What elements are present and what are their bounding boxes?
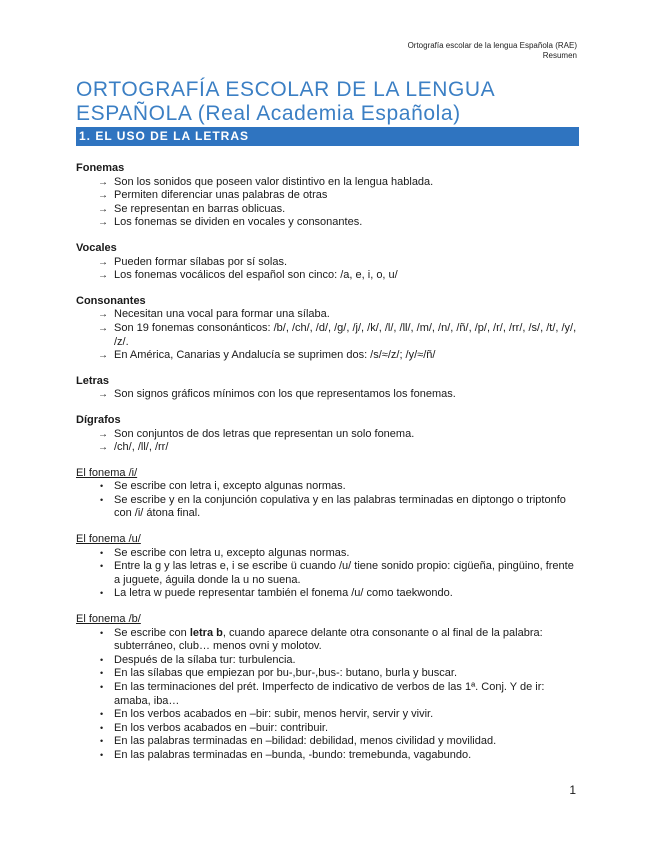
header-subtitle: Resumen	[542, 51, 577, 60]
list-item	[76, 349, 581, 363]
list-item-text: La letra w puede representar también el fonema /u/ como taekwondo.	[114, 587, 453, 600]
fonemas-block	[76, 162, 581, 230]
arrow-icon: →	[98, 389, 108, 401]
arrow-icon: →	[98, 270, 108, 282]
arrow-icon: →	[98, 256, 108, 268]
list-item	[76, 269, 581, 283]
list-item-text: Necesitan una vocal para formar una sílaba.	[114, 308, 330, 321]
bullet-icon: •	[100, 668, 104, 679]
arrow-icon: →	[98, 190, 108, 202]
bullet-icon: •	[100, 627, 104, 638]
page-header	[408, 41, 577, 61]
bullet-icon: •	[100, 588, 104, 599]
bullet-icon: •	[100, 682, 104, 692]
item-list	[76, 256, 581, 283]
list-item-text: Los fonemas vocálicos del español son cinco: /a, e, i, o, u/	[114, 269, 398, 282]
list-item	[76, 216, 581, 230]
block-heading: Dígrafos	[76, 413, 121, 426]
list-item	[76, 428, 581, 442]
document-body	[76, 162, 581, 775]
fonema-u-block	[76, 533, 581, 601]
list-item-bold-text: letra b	[189, 626, 223, 639]
list-item	[76, 560, 581, 587]
arrow-icon: →	[98, 176, 108, 188]
arrow-icon: →	[98, 309, 108, 321]
block-heading: El fonema /u/	[76, 533, 141, 546]
item-list	[76, 480, 581, 521]
list-item	[76, 388, 581, 402]
fonema-i-block	[76, 467, 581, 521]
bullet-icon: •	[100, 709, 104, 720]
bullet-icon: •	[100, 722, 104, 733]
header-doc-title: Ortografía escolar de la lengua Española (RAE)	[407, 41, 577, 50]
bullet-icon: •	[100, 736, 104, 747]
list-item	[76, 203, 581, 217]
list-item	[76, 256, 581, 270]
list-item	[76, 480, 581, 494]
arrow-icon: →	[98, 350, 108, 362]
block-heading: El fonema /i/	[76, 466, 138, 479]
list-item	[76, 547, 581, 561]
list-item-text: Son conjuntos de dos letras que representan un solo fonema.	[114, 427, 415, 440]
vocales-block	[76, 242, 581, 283]
arrow-icon: →	[98, 442, 108, 454]
list-item-text: Se escribe y en la conjunción copulativa y en las palabras terminadas en diptongo o triptonfo con /i/ átona final.	[114, 493, 566, 520]
list-item-text-pre: Se escribe con	[114, 626, 190, 639]
list-item-text: Son los sonidos que poseen valor distintivo en la lengua hablada.	[114, 175, 434, 188]
list-item-text: En las terminaciones del prét. Imperfecto de indicativo de verbos de las 1ª. Conj. Y de ir: amaba, iba…	[114, 681, 545, 707]
list-item-text: Se escribe con letra u, excepto algunas normas.	[114, 546, 350, 559]
arrow-icon: →	[98, 322, 108, 334]
bullet-icon: •	[100, 561, 104, 572]
item-list	[76, 627, 581, 763]
list-item-text-post: , cuando aparece delante otra consonante o al final de la palabra: subterráneo, club… menos ovni y molotov.	[114, 626, 543, 653]
fonema-b-block	[76, 613, 581, 763]
list-item-text: Se escribe con letra i, excepto algunas normas.	[114, 480, 346, 493]
digrafos-block	[76, 414, 581, 455]
list-item-text: En los verbos acabados en –bir: subir, menos hervir, servir y vivir.	[114, 708, 434, 721]
item-list	[76, 547, 581, 601]
list-item-text: Permiten diferenciar unas palabras de otras	[114, 189, 328, 202]
item-list	[76, 176, 581, 230]
arrow-icon: →	[98, 203, 108, 215]
list-item-text: En las sílabas que empiezan por bu-,bur-,bus-: butano, burla y buscar.	[114, 667, 458, 680]
list-item	[76, 494, 581, 521]
section-heading-bar: 1. EL USO DE LA LETRAS	[76, 127, 579, 146]
item-list	[76, 428, 581, 455]
list-item-text: Se representan en barras oblicuas.	[114, 202, 286, 215]
list-item	[76, 627, 581, 654]
list-item-text: En las palabras terminadas en –bilidad: debilidad, menos civilidad y movilidad.	[114, 735, 497, 748]
list-item-text: Son signos gráficos mínimos con los que representamos los fonemas.	[114, 388, 456, 401]
bullet-icon: •	[100, 654, 104, 665]
block-heading: El fonema /b/	[76, 613, 141, 626]
list-item-text: Los fonemas se dividen en vocales y consonantes.	[114, 216, 363, 229]
list-item	[76, 735, 581, 749]
block-heading: Vocales	[76, 241, 117, 254]
consonantes-block	[76, 295, 581, 363]
list-item	[76, 722, 581, 736]
bullet-icon: •	[100, 494, 104, 505]
arrow-icon: →	[98, 217, 108, 229]
list-item	[76, 749, 581, 763]
page-number: 1	[569, 783, 576, 797]
list-item	[76, 667, 581, 681]
bullet-icon: •	[100, 749, 104, 760]
list-item-text: Después de la sílaba tur: turbulencia.	[114, 653, 296, 666]
list-item	[76, 322, 581, 349]
list-item	[76, 708, 581, 722]
list-item	[76, 308, 581, 322]
list-item	[76, 189, 581, 203]
block-heading: Consonantes	[76, 294, 146, 307]
list-item-text: En los verbos acabados en –buir: contribuir.	[114, 721, 329, 734]
list-item	[76, 441, 581, 455]
letras-block	[76, 375, 581, 402]
item-list	[76, 308, 581, 362]
bullet-icon: •	[100, 481, 104, 492]
block-heading: Fonemas	[76, 162, 125, 174]
bullet-icon: •	[100, 547, 104, 558]
item-list	[76, 388, 581, 402]
list-item	[76, 587, 581, 601]
list-item	[76, 654, 581, 668]
list-item	[76, 681, 581, 708]
list-item-text: /ch/, /ll/, /rr/	[114, 441, 169, 454]
list-item-text: Pueden formar sílabas por sí solas.	[114, 255, 288, 268]
list-item-text: En América, Canarias y Andalucía se suprimen dos: /s/≈/z/; /y/≈/ñ/	[114, 349, 436, 362]
arrow-icon: →	[98, 428, 108, 440]
list-item-text: Son 19 fonemas consonánticos: /b/, /ch/, /d/, /g/, /j/, /k/, /l/, /ll/, /m/, /n/, /ñ/, /p/, /r/, /rr/, /s/, /t/, /y/, /z/.	[114, 321, 577, 348]
list-item-text: Entre la g y las letras e, i se escribe ü cuando /u/ tiene sonido propio: cigüeña, pingüino, frente a juguete, águila donde la u no suena.	[114, 560, 574, 586]
list-item	[76, 176, 581, 190]
page-title: ORTOGRAFÍA ESCOLAR DE LA LENGUA ESPAÑOLA (Real Academia Española)	[76, 78, 495, 125]
block-heading: Letras	[76, 374, 110, 387]
list-item-text: En las palabras terminadas en –bunda, -bundo: tremebunda, vagabundo.	[114, 748, 472, 761]
